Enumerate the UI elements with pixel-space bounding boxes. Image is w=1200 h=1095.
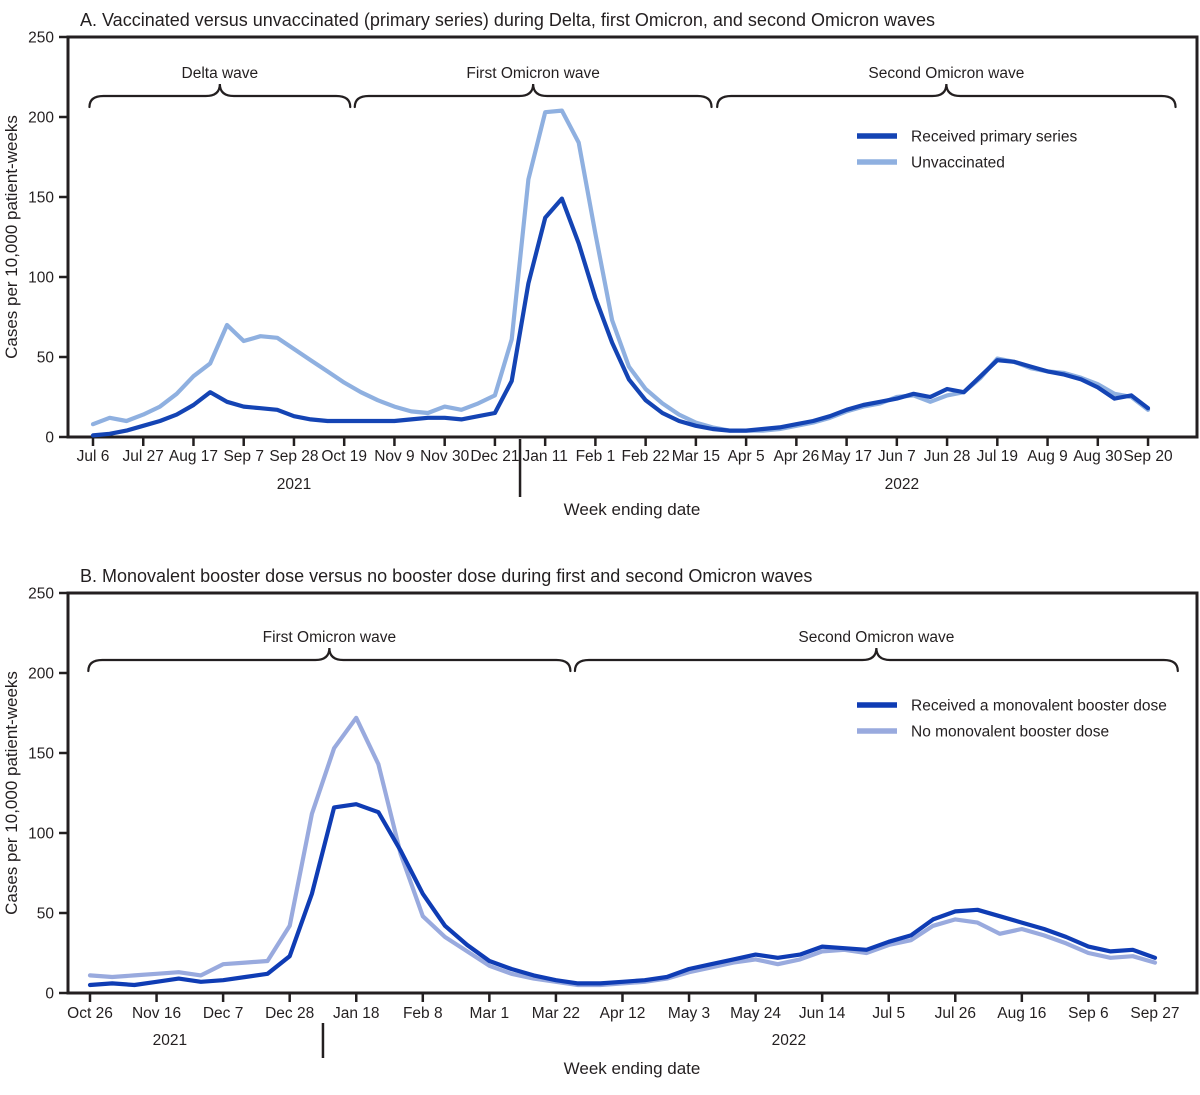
year-label: 2022	[771, 1032, 807, 1049]
legend-label: Unvaccinated	[911, 154, 1005, 172]
x-tick-label: Sep 28	[269, 448, 319, 465]
x-tick-label: Dec 21	[470, 448, 520, 465]
x-tick-label: Nov 16	[131, 1005, 182, 1022]
wave-brace	[717, 84, 1175, 107]
x-tick-label: Aug 16	[997, 1005, 1047, 1022]
x-tick-label: Oct 26	[67, 1005, 113, 1022]
x-tick-label: Apr 5	[727, 448, 765, 465]
y-tick-label: 150	[28, 745, 54, 763]
x-tick-label: May 3	[667, 1005, 711, 1022]
y-tick-label: 0	[45, 985, 54, 1003]
legend-label: Received primary series	[911, 128, 1078, 146]
x-tick-label: Jun 14	[798, 1005, 846, 1022]
x-tick-label: Jun 28	[923, 448, 971, 465]
year-label: 2022	[884, 476, 920, 493]
x-tick-label: Mar 1	[469, 1005, 510, 1022]
x-tick-label: Sep 27	[1130, 1005, 1180, 1022]
x-tick-label: Dec 7	[202, 1005, 244, 1022]
x-tick-label: Feb 8	[402, 1005, 443, 1022]
x-tick-label: May 24	[730, 1005, 782, 1022]
series-line	[90, 718, 1155, 985]
panel-b-plot	[28, 586, 1197, 1059]
x-tick-label: Sep 7	[223, 448, 264, 465]
wave-label: First Omicron wave	[262, 629, 397, 646]
x-tick-label: Jul 26	[934, 1005, 976, 1022]
x-tick-label: Apr 26	[773, 448, 820, 465]
y-tick-label: 150	[28, 189, 54, 207]
x-tick-label: Mar 15	[671, 448, 721, 465]
x-tick-label: Oct 19	[321, 448, 368, 465]
x-tick-label: Sep 20	[1123, 448, 1173, 465]
x-tick-label: Jan 11	[522, 448, 568, 465]
y-tick-label: 0	[45, 429, 54, 447]
y-tick-label: 250	[28, 585, 54, 603]
x-tick-label: Apr 12	[599, 1005, 646, 1022]
panel-a-title: A. Vaccinated versus unvaccinated (primary series) during Delta, first Omicron, and second Omicron waves	[80, 10, 936, 30]
x-tick-label: Sep 6	[1068, 1005, 1109, 1022]
panel-b-x-axis-title: Week ending date	[563, 1059, 701, 1078]
series-line	[93, 199, 1148, 436]
wave-brace	[88, 648, 570, 671]
x-tick-label: Jul 27	[122, 448, 164, 465]
x-tick-label: Jul 19	[976, 448, 1019, 465]
plot-box	[68, 593, 1197, 993]
x-tick-label: Dec 28	[265, 1005, 315, 1022]
wave-brace	[575, 648, 1178, 671]
panel-a-y-axis-title: Cases per 10,000 patient-weeks	[2, 115, 21, 359]
x-tick-label: Jul 6	[76, 448, 110, 465]
x-tick-label: Jun 7	[877, 448, 916, 465]
panel-a-plot	[28, 30, 1197, 498]
x-tick-label: Aug 9	[1027, 448, 1068, 465]
x-tick-label: Aug 17	[168, 448, 219, 465]
y-tick-label: 100	[28, 825, 54, 843]
wave-label: Second Omicron wave	[868, 65, 1025, 82]
year-label: 2021	[152, 1032, 188, 1049]
x-tick-label: Nov 30	[420, 448, 470, 465]
panel-a-x-axis-title: Week ending date	[563, 500, 701, 519]
wave-label: Second Omicron wave	[798, 629, 955, 646]
panel-b-y-axis-title: Cases per 10,000 patient-weeks	[2, 671, 21, 915]
x-tick-label: Nov 9	[374, 448, 415, 465]
y-tick-label: 100	[28, 269, 54, 287]
y-tick-label: 200	[28, 109, 54, 127]
x-tick-label: Jul 5	[872, 1005, 906, 1022]
x-tick-label: Feb 1	[575, 448, 616, 465]
legend-label: No monovalent booster dose	[911, 723, 1110, 741]
legend-label: Received a monovalent booster dose	[911, 697, 1167, 715]
wave-label: First Omicron wave	[466, 65, 600, 82]
x-tick-label: Aug 30	[1073, 448, 1123, 465]
series-line	[90, 804, 1155, 985]
x-tick-label: May 17	[821, 448, 873, 465]
year-label: 2021	[276, 476, 312, 493]
y-tick-label: 50	[36, 905, 54, 923]
y-tick-label: 250	[28, 29, 54, 47]
x-tick-label: Mar 22	[531, 1005, 581, 1022]
x-tick-label: Feb 22	[621, 448, 670, 465]
wave-label: Delta wave	[181, 65, 259, 82]
y-tick-label: 50	[36, 349, 54, 367]
wave-brace	[89, 84, 350, 107]
panel-b-title: B. Monovalent booster dose versus no booster dose during first and second Omicron waves	[80, 566, 813, 586]
x-tick-label: Jan 18	[332, 1005, 380, 1022]
wave-brace	[355, 84, 712, 107]
y-tick-label: 200	[28, 665, 54, 683]
